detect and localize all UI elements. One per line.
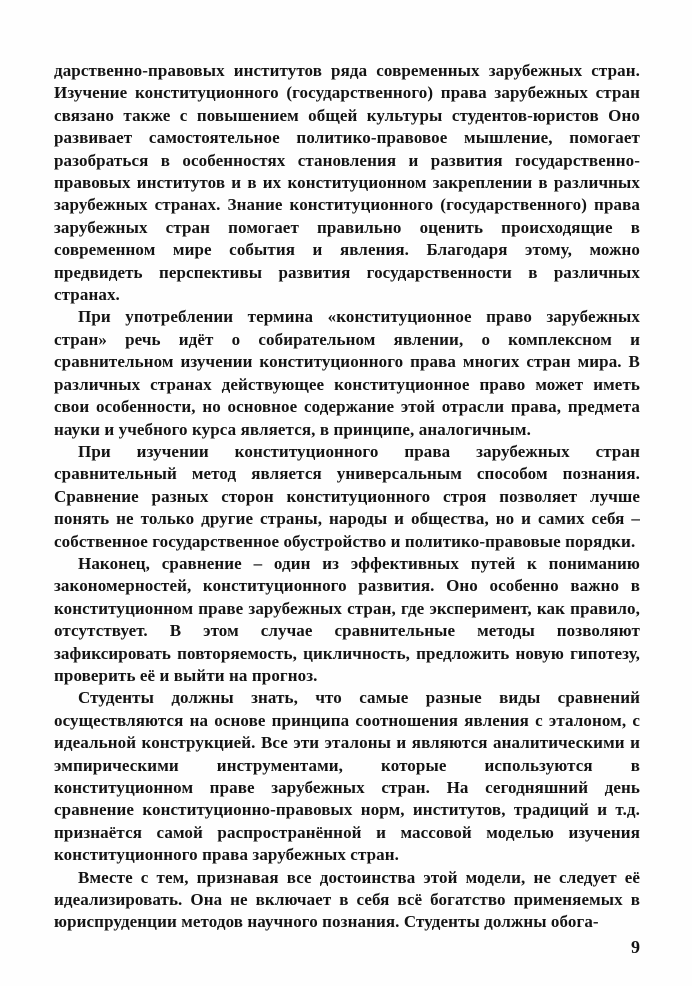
paragraph: дарственно-правовых институтов ряда современных зарубежных стран. Изучение конституционного (государственного) права зарубежных стран связано также с повышением общей культуры студентов-юристов Оно развивает самостоятельное политико-правовое мышление, помогает разобраться в особенностях становления и развития государственно-правовых институтов и в их конституционном закреплении в различных зарубежных странах. Знание конституционного (государственного) права зарубежных стран помогает правильно оценить происходящие в современном мире события и явления. Благодаря этому, можно предвидеть перспективы развития государственности в различных странах. (54, 61, 640, 305)
paragraph: Студенты должны знать, что самые разные виды сравнений осуществляются на основе принципа соотношения явления с эталоном, с идеальной конструкцией. Все эти эталоны и являются аналитическими и эмпирическими инструментами, которые используются в конституционном праве зарубежных стран. На сегодняшний день сравнение конституционно-правовых норм, институтов, традиций и т.д. признаётся самой распространённой и массовой моделью изучения конституционного права зарубежных стран. (54, 688, 640, 865)
page-text-block (54, 60, 640, 934)
paragraph: При изучении конституционного права зарубежных стран сравнительный метод является универсальным способом познания. Сравнение разных сторон конституционного строя позволяет лучше понять не только другие страны, народы и общества, но и самих себя – собственное государственное обустройство и политико-правовые порядки. (54, 441, 640, 551)
paragraph: При употреблении термина «конституционное право зарубежных стран» речь идёт о собирательном явлении, о комплексном и сравнительном изучении конституционного права многих стран мира. В различных странах действующее конституционное право может иметь свои особенности, но основное содержание этой отрасли права, предмета науки и учебного курса является, в принципе, аналогичным. (54, 307, 640, 439)
paragraph: Наконец, сравнение – один из эффективных путей к пониманию закономерностей, конституционного развития. Оно особенно важно в конституционном праве зарубежных стран, где эксперимент, как правило, отсутствует. В этом случае сравнительные методы позволяют зафиксировать повторяемость, цикличность, предложить новую гипотезу, проверить её и выйти на прогноз. (54, 553, 640, 685)
paragraph: Вместе с тем, признавая все достоинства этой модели, не следует её идеализировать. Она не включает в себя всё богатство применяемых в юриспруденции методов научного познания. Студенты должны обога- (54, 867, 640, 932)
page-number: 9 (631, 937, 640, 957)
